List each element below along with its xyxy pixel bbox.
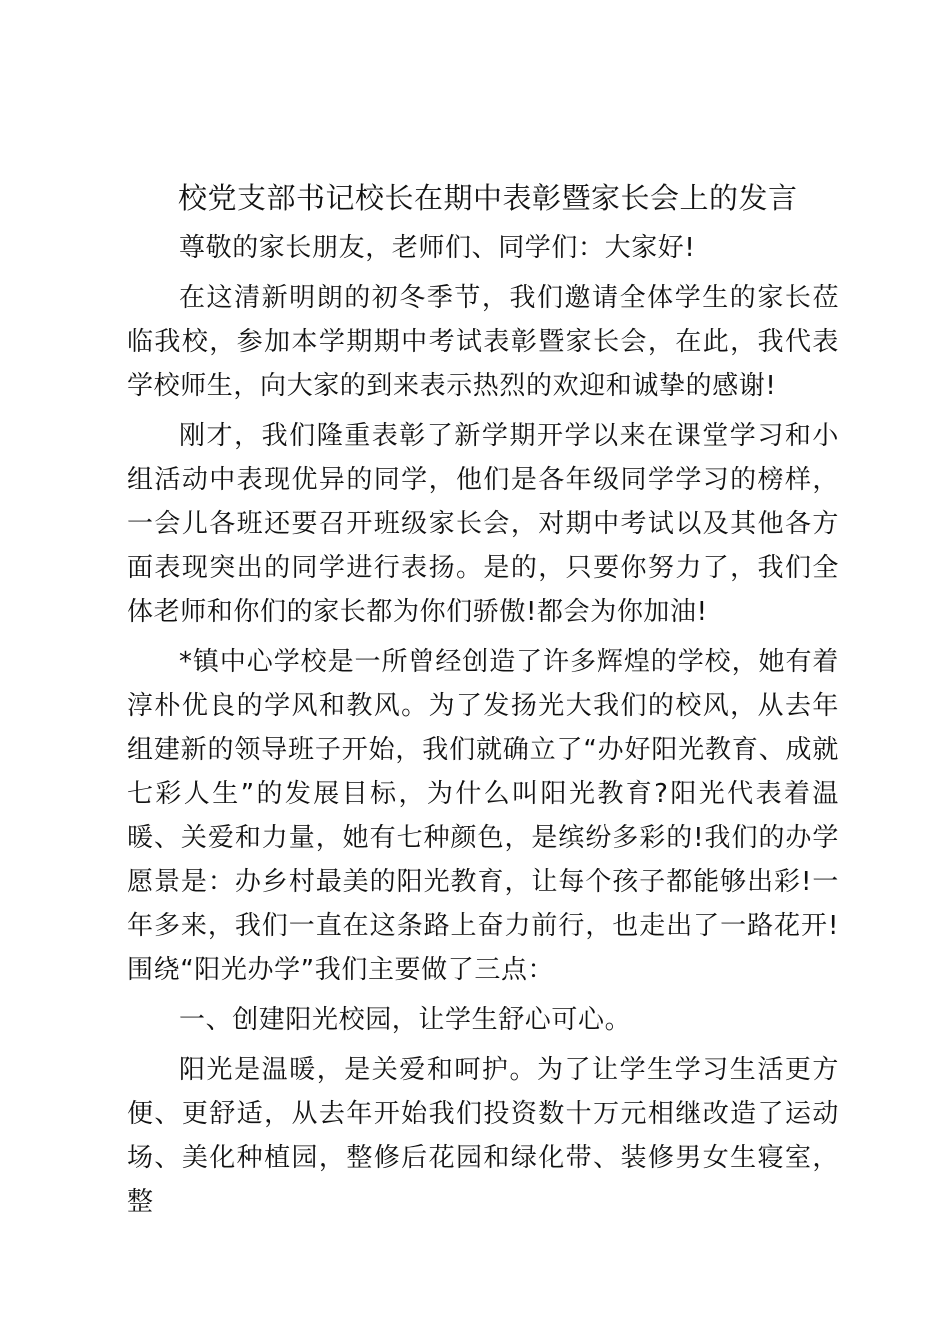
document-title: 校党支部书记校长在期中表彰暨家长会上的发言 xyxy=(178,181,798,215)
section-heading: 一、创建阳光校园，让学生舒心可心。 xyxy=(179,1005,632,1035)
greeting-paragraph: 尊敬的家长朋友，老师们、同学们：大家好! xyxy=(179,233,696,263)
school-intro-paragraph: *镇中心学校是一所曾经创造了许多辉煌的学校，她有着淳朴优良的学风和教风。为了发扬光大我们的校风，从去年组建新的领导班子开始，我们就确立了“办好阳光教育、成就七彩人生”的发展目标，为什么叫阳光教育?阳光代表着温暖、关爱和力量，她有七种颜色，是缤纷多彩的!我们的办学愿景是：办乡村最美的阳光教育，让每个孩子都能够出彩!一年多来，我们一直在这条路上奋力前行，也走出了一路花开!围绕“阳光办学”我们主要做了三点： xyxy=(127,647,839,985)
commendation-paragraph: 刚才，我们隆重表彰了新学期开学以来在课堂学习和小组活动中表现优异的同学，他们是各年级同学学习的榜样，一会儿各班还要召开班级家长会，对期中考试以及其他各方面表现突出的同学进行表扬。是的，只要你努力了，我们全体老师和你们的家长都为你们骄傲!都会为你加油! xyxy=(127,421,839,627)
document-body xyxy=(127,226,839,1230)
section-paragraph: 阳光是温暖，是关爱和呵护。为了让学生学习生活更方便、更舒适，从去年开始我们投资数十万元相继改造了运动场、美化种植园，整修后花园和绿化带、装修男女生寝室，整 xyxy=(127,1055,839,1217)
welcome-paragraph: 在这清新明朗的初冬季节，我们邀请全体学生的家长莅临我校，参加本学期期中考试表彰暨家长会，在此，我代表学校师生，向大家的到来表示热烈的欢迎和诚挚的感谢! xyxy=(127,283,839,401)
